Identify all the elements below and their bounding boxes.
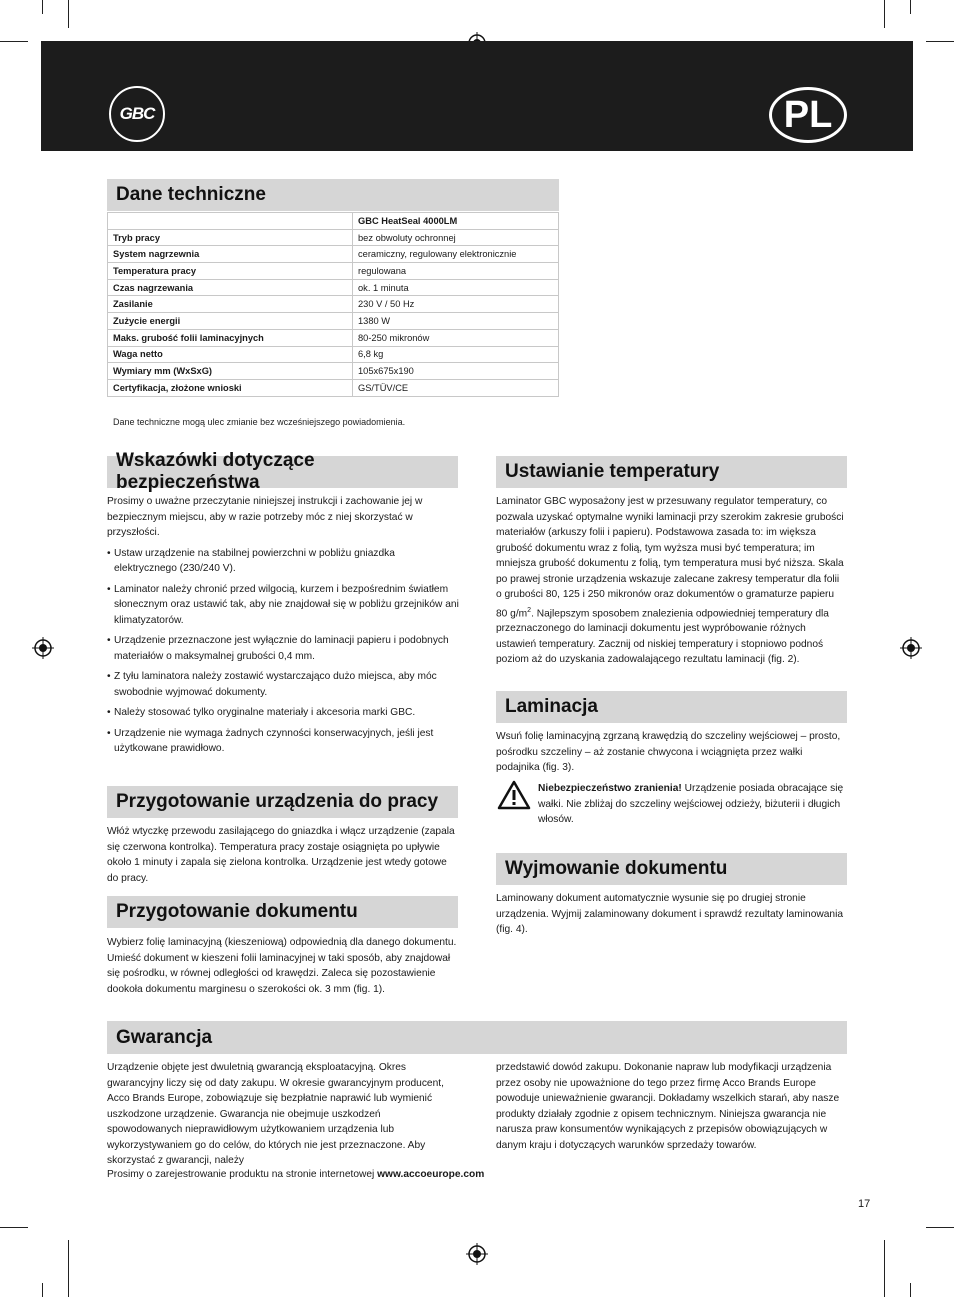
spec-key: Maks. grubość folii laminacyjnych	[108, 329, 353, 346]
crop-mark	[68, 1240, 69, 1297]
spec-key: Czas nagrzewania	[108, 279, 353, 296]
spec-key: System nagrzewnia	[108, 246, 353, 263]
spec-value: 80-250 mikronów	[353, 329, 559, 346]
spec-key: Tryb pracy	[108, 229, 353, 246]
crop-mark	[68, 0, 69, 28]
crop-mark	[910, 1283, 911, 1297]
table-cell	[108, 213, 353, 230]
table-row	[108, 263, 559, 280]
temp-text-part: Laminator GBC wyposażony jest w przesuwany regulator temperatury, co pozwala uzyskać optymalne wyniki laminacji przy szerokim zakresie grubości materiałów (arkuszy folii i papieru). Podstawowa zasada to: im większa grubość dokumentu wraz z folią, tym wyższa musi być temperatura; im mniejsza grubość dokumentu z folią, tym temperatura musi być niższa. Skala po prawej stronie urządzenia wskazuje zalecane zakresy temperatur dla folii o grubości 80, 125 i 250 mikronów oraz dokumentów o gramaturze papieru 80 g/m	[496, 496, 844, 619]
table-row	[108, 363, 559, 380]
crop-mark	[926, 1227, 954, 1228]
warning-text: Urządzenie posiada obracające się wałki. Nie zbliżaj do szczeliny wejściowej odzieży, biżuterii i długich włosów.	[538, 783, 844, 825]
spec-key: Certyfikacja, złożone wnioski	[108, 379, 353, 396]
gbc-logo: GBC	[109, 86, 165, 142]
crop-mark	[42, 0, 43, 14]
prep-device-text: Włóż wtyczkę przewodu zasilającego do gniazdka i włącz urządzenie (zapala się czerwona kontrolka). Temperatura pracy zostaje osiągnięta po upływie około 1 minuty i zapala się zielona kontrolka. Urządzenie jest wtedy gotowe do pracy.	[107, 826, 455, 884]
registration-mark-icon	[900, 637, 922, 659]
crop-mark	[0, 1227, 28, 1228]
spec-value: 230 V / 50 Hz	[353, 296, 559, 313]
header-band	[41, 41, 913, 151]
removal-text: Laminowany dokument automatycznie wysunie się po drugiej stronie urządzenia. Wyjmij zalaminowany dokument i sprawdź rezultaty laminowania (fig. 4).	[496, 893, 843, 935]
table-row	[108, 296, 559, 313]
table-row	[108, 313, 559, 330]
spec-value: 1380 W	[353, 313, 559, 330]
spec-key: Temperatura pracy	[108, 263, 353, 280]
lamination-text: Wsuń folię laminacyjną zgrzaną krawędzią do szczeliny wejściowej – prosto, pośrodku szczeliny – aż zostanie chwycona i wciągnięta przez wałki podajnika (fig. 3).	[496, 731, 841, 773]
spec-key: Zasilanie	[108, 296, 353, 313]
prep-doc-title: Przygotowanie dokumentu	[107, 896, 458, 928]
superscript: 2	[527, 606, 532, 614]
warranty-register	[107, 1167, 607, 1183]
safety-title: Wskazówki dotyczące bezpieczeństwa	[107, 456, 458, 488]
spec-key: Waga netto	[108, 346, 353, 363]
language-badge: PL	[769, 87, 847, 143]
spec-value: bez obwoluty ochronnej	[353, 229, 559, 246]
list-item: • Z tyłu laminatora należy zostawić wystarczająco dużo miejsca, aby móc swobodnie wyjmować dokumenty.	[107, 669, 459, 700]
tech-title: Dane techniczne	[107, 179, 559, 211]
lamination-warning	[538, 781, 844, 828]
list-item: • Ustaw urządzenie na stabilnej powierzchni w pobliżu gniazdka elektrycznego (230/240 V).	[107, 546, 459, 577]
spec-value: ceramiczny, regulowany elektronicznie	[353, 246, 559, 263]
safety-body	[107, 494, 459, 757]
list-item: • Urządzenie nie wymaga żadnych czynności konserwacyjnych, jeśli jest użytkowane prawidłowo.	[107, 726, 459, 757]
tech-note: Dane techniczne mogą ulec zmianie bez wcześniejszego powiadomienia.	[113, 417, 406, 427]
temp-title: Ustawianie temperatury	[496, 456, 847, 488]
table-row	[108, 279, 559, 296]
spec-value: 105x675x190	[353, 363, 559, 380]
page-number: 17	[858, 1198, 871, 1210]
lamination-title: Laminacja	[496, 691, 847, 723]
spec-value: 6,8 kg	[353, 346, 559, 363]
temp-text-part: . Najlepszym sposobem znalezienia odpowiedniej temperatury dla przeznaczonego do laminacji dokumentu jest wypróbowanie różnych ustawień temperatury. Zacznij od niskiej temperatury i stopniowo podnoś poziom aż do uzyskania zadowalającego rezultatu laminacji (fig. 2).	[496, 607, 829, 666]
prep-device-title: Przygotowanie urządzenia do pracy	[107, 786, 458, 818]
list-item: • Urządzenie przeznaczone jest wyłącznie do laminacji papieru i podobnych materiałów o maksymalnej grubości 0,4 mm.	[107, 633, 459, 664]
register-text: Prosimy o zarejestrowanie produktu na stronie internetowej	[107, 1169, 378, 1180]
warning-triangle-icon	[497, 780, 531, 810]
safety-list	[107, 546, 459, 757]
warranty-col1: Urządzenie objęte jest dwuletnią gwarancją eksploatacyjną. Okres gwarancyjny liczy się od daty zakupu. W okresie gwarancyjnym producent, Acco Brands Europe, zobowiązuje się bezpłatnie naprawić lub wymienić uszkodzone urządzenie. Gwarancja nie obejmuje uszkodzeń spowodowanych nieprawidłowym użytkowaniem urządzenia lub wykorzystywaniem go do celów, do których nie jest przeznaczone. Aby skorzystać z gwarancji, należy	[107, 1062, 444, 1166]
table-row	[108, 213, 559, 230]
spec-table	[107, 212, 559, 397]
registration-mark-icon	[466, 1243, 488, 1265]
registration-mark-icon	[32, 637, 54, 659]
warranty-title: Gwarancja	[107, 1021, 847, 1054]
spec-value: GS/TÜV/CE	[353, 379, 559, 396]
table-row	[108, 229, 559, 246]
removal-title: Wyjmowanie dokumentu	[496, 853, 847, 885]
table-row	[108, 329, 559, 346]
table-row	[108, 246, 559, 263]
crop-mark	[42, 1283, 43, 1297]
register-link[interactable]: www.accoeurope.com	[377, 1169, 485, 1180]
spec-key: Wymiary mm (WxSxG)	[108, 363, 353, 380]
table-row	[108, 346, 559, 363]
temp-text	[496, 494, 846, 668]
crop-mark	[884, 1240, 885, 1297]
spec-value: ok. 1 minuta	[353, 279, 559, 296]
table-row	[108, 379, 559, 396]
warranty-col2: przedstawić dowód zakupu. Dokonanie napraw lub modyfikacji urządzenia przez osoby nie upoważnione do tego przez firmę Acco Brands Europe powoduje unieważnienie gwarancji. Dokładamy wszelkich starań, aby nasze produkty działały zgodnie z opisem technicznym. Niniejsza gwarancja nie narusza praw konsumentów wynikających z przepisów obowiązujących w danym kraju i dotyczących warunków sprzedaży towarów.	[496, 1062, 840, 1151]
prep-doc-text: Wybierz folię laminacyjną (kieszeniową) odpowiednią dla danego dokumentu. Umieść dokument w kieszeni folii laminacyjnej w taki sposób, aby znajdował się pośrodku, w równej odległości od krawędzi. Zaleca się pozostawienie dookoła dokumentu marginesu o szerokości ok. 3 mm (fig. 1).	[107, 937, 457, 995]
spec-key: Zużycie energii	[108, 313, 353, 330]
crop-mark	[910, 0, 911, 14]
crop-mark	[926, 41, 954, 42]
safety-intro: Prosimy o uważne przeczytanie niniejszej instrukcji i zachowanie jej w bezpiecznym miejscu, aby w razie potrzeby móc z niej skorzystać w przyszłości.	[107, 496, 423, 538]
model-name: GBC HeatSeal 4000LM	[353, 213, 559, 230]
list-item: • Należy stosować tylko oryginalne materiały i akcesoria marki GBC.	[107, 705, 459, 721]
crop-mark	[0, 41, 28, 42]
list-item: • Laminator należy chronić przed wilgocią, kurzem i bezpośrednim światłem słonecznym oraz ustawić tak, aby nie znajdował się w pobliżu grzejników ani klimatyzatorów.	[107, 582, 459, 629]
crop-mark	[884, 0, 885, 28]
spec-value: regulowana	[353, 263, 559, 280]
warning-label: Niebezpieczeństwo zranienia!	[538, 783, 682, 794]
